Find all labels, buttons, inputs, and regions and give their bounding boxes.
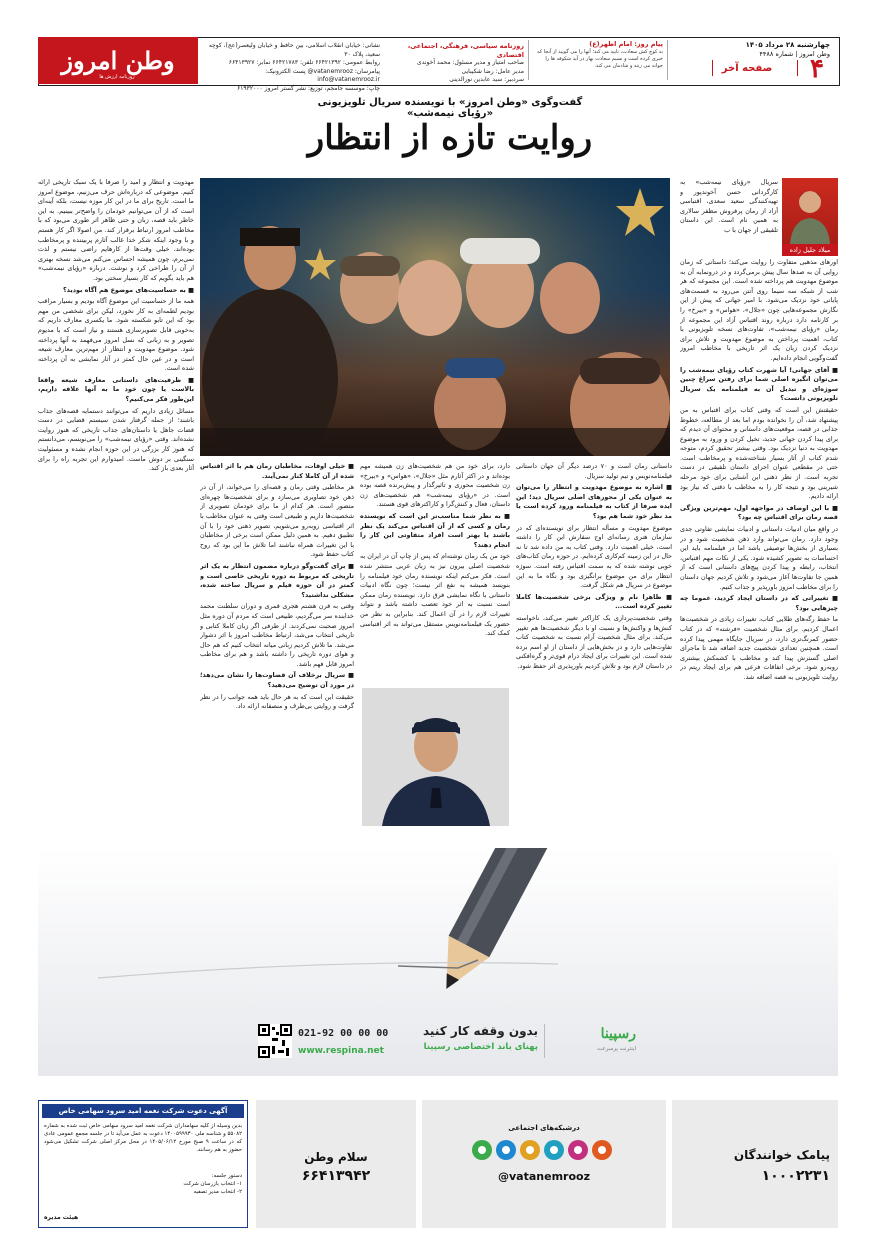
page-number: ۴ (810, 54, 824, 84)
question: ■ سریال برخلاف آن قضاوت‌ها را نشان می‌دهد؛ در مورد آن توضیح می‌دهید؟ (200, 671, 354, 690)
question: ■ به حساسیت‌های موضوع هم آگاه بودید؟ (62, 285, 194, 294)
masthead-date: چهارشنبه ۲۸ مرداد ۱۴۰۵ (745, 41, 830, 49)
contact-line: روابط عمومی: ۶۶۴۲۱۳۹۲ تلفن: ۶۶۴۲۱۷۸۳ نمابر: ۶۶۴۱۳۹۲۷ (228, 59, 380, 66)
respina-advertisement[interactable] (38, 848, 838, 1076)
agenda-line: دستور جلسه: (211, 1173, 242, 1179)
paper-info-line: سردبیر: سید عابدین نورالدینی (449, 76, 524, 83)
writer-portrait-photo (362, 688, 509, 826)
question: ■ با این اوصاف در مواجهه اول، مهم‌ترین ویژگی قصه رمان برای اقتباس چه بود؟ (680, 503, 838, 522)
social-handle[interactable]: @vatanemrooz (498, 1170, 590, 1183)
ad-headline: بدون وقفه کار کنید (422, 1024, 538, 1038)
paper-info-line: روزنامه سیاسی، فرهنگی، اجتماعی، اقتصادی (407, 42, 524, 59)
article-column-5 (38, 178, 194, 836)
ad-divider (544, 1024, 545, 1058)
author-name: میلاد جلیل زاده (782, 244, 838, 256)
paragraph: وقتی شخصیت‌پردازی یک کاراکتر تغییر می‌کند، ناخواسته کنش‌ها و واکنش‌ها و نسبت او با دیگر شخصیت‌ها هم تغییر می‌کند. برای مثال شخصیت آرام نسبت به شخصیت کتاب تفاوت‌هایی دارد و در بخش‌هایی از داستان از او اسم برده شده است. این تغییرات برای ایجاد درام قوی‌تر و گره‌افکنی در داستان لازم بود و تلاش کردیم باورپذیری اثر حفظ شود. (516, 613, 672, 670)
masthead-paper-info (384, 42, 524, 85)
qr-code-icon[interactable] (258, 1024, 292, 1058)
article-column-1 (680, 178, 778, 258)
paragraph: همه ما از حساسیت این موضوع آگاه بودیم و بسیار مراقب بودیم لطمه‌ای به کار نخورد، لیکن برای شخصی من مهم بود که این تابو شکسته شود. ما یکسری معارف داریم که به‌خوبی قابل تصویرسازی هستند و نیاز است که با مدیوم تصویر و به زبانی که نسل امروز می‌فهمد به آنها پرداخته شود. موضوع مهدویت و انتظار از مهم‌ترین معارف شیعه است و در عین حال کمتر در آثار نمایشی به آن پرداخته شده است. (38, 297, 194, 373)
ad-subline: پهنای باند اختصاصی رسپینا (423, 1042, 538, 1052)
paragraph: مهدویت و انتظار و امید را صرفا با یک سبک تاریخی ارائه کنیم. موضوعی که درباره‌اش حرف می‌زنیم، موضوع امروز ما است. تاریخ برای ما در این کار موزه نیست، بلکه آینه‌ای است که از آن می‌توانیم خودمان را واضح‌تر ببینیم. به این خاطر باید قصه، زبان و حتی ظاهر اثر طوری می‌بود که با مخاطب امروز ارتباط برقرار کند. من اصولا اگر کار هستم و با وجود اینکه شکر خدا غالب آثارم پربیننده و پرمخاطب بوده‌اند، خیلی وقت‌ها از کارهایم راضی نیستم و لذت نمی‌برم، چون همیشه احساس می‌کنم می‌شد نسخه بهتری از آن را طراحی کرد و نوشت. درباره «رؤیای نیمه‌شب» هم باید بگویم که کار بسیار سختی بود. (38, 178, 194, 282)
notice-title: آگهی دعوت شرکت نغمه امید سرود سهامی خاص (42, 1104, 244, 1118)
article-column-3 (360, 462, 510, 684)
social-icons (470, 1138, 620, 1162)
article-column-1b (680, 258, 838, 836)
question: ■ به نظر شما مناسب‌تر این است که نویسنده رمان و کسی که از آن اقتباس می‌کند یک نظر باشند یا بهتر است افراد متفاوتی این کار را انجام دهند؟ (360, 511, 510, 549)
paragraph: اورهای مذهبی متفاوت را روایت می‌کند؛ داستانی که زمان روایی آن به صدها سال پیش برمی‌گردد و در درونمایه آن به موضوع مهدویت هم پرداخته شده است. این مجموعه که هر شب از شبکه سه سیما روی آنتن می‌رود به قسمت‌های پایانی خود نزدیک می‌شود. با امیر جهانی که پیش از این نگارش مجموعه‌هایی چون «جلال»، «هواس» و «بیرخ» را بر کارنامه دارد درباره روند اقتباس آزاد این مجموعه از رمان «رؤیای نیمه‌شب»، تفاوت‌های نسخه تلویزیونی با کتاب، اهمیت پرداختن به موضوع مهدویت و تلاش برای نزدیک کردن زبان یک اثر تاریخی با مخاطب امروز گفت‌وگویی انجام داده‌ایم. (680, 258, 838, 362)
section-label: صفحه آخر (721, 63, 773, 74)
question: ■ اشاره به موضوع مهدویت و انتظار را می‌توان به عنوان یکی از محورهای اصلی سریال دید؛ این ایده صرفا از کتاب به فیلمنامه ورود کرده است یا مد نظر خود شما هم بود؟ (516, 483, 672, 520)
agenda-line: ۲- انتخاب مدیر تصفیه (193, 1189, 242, 1195)
paragraph: وقتی به قرن هشتم هجری قمری و دوران سلطنت محمد خدابنده سر می‌گردیم، طبیعی است که مردم آن دوره مثل امروز صحبت نمی‌کردند. از طرفی اگر زبان کاملا کتابی و تاریخی انتخاب می‌شد، ارتباط مخاطب امروز با اثر دشوار می‌شد. ما تلاش کردیم زبانی میانه انتخاب کنیم که هم حال و هوای دوره تاریخی را داشته باشد و هم برای مخاطب امروز قابل فهم باشد. (200, 602, 354, 668)
question: ■ برای گفت‌وگو درباره مضمون انتظار به یک اثر تاریخی که مربوط به دوره تاریخی خاصی است و کمتر در آن حوزه فیلم و سریال ساخته شده، مشکلی نداشتید؟ (200, 561, 354, 599)
sms-title: پیامک خوانندگان (733, 1148, 830, 1162)
paragraph: دارد، برای خود من هم شخصیت‌های زن همیشه مهم بوده‌اند و در اکثر آثارم مثل «جلال»، «هواس» و «بیرخ» زن شخصیت محوری و تاثیرگذار و پیش‌برنده قصه بوده است. در «رؤیای نیمه‌شب» هم شخصیت‌های زن داستان، فعال و کنش‌گرا و کاراکترهای قوی هستند. (360, 462, 510, 509)
footer-hello-box (256, 1100, 416, 1228)
contact-line: نشانی: خیابان انقلاب اسلامی، بین حافظ و خیابان ولیعصر(عج)، کوچه سعید، پلاک ۳۰ (208, 42, 380, 58)
paragraph: مسائل زیادی داریم که می‌توانند دستمایه قصه‌های جذاب باشند؛ از جمله گرفتار شدن سیستم قضایی در دست قضات جاهل یا داستان‌های جذاب تاریخی که هنوز روایت نشده‌اند. وقتی «رؤیای نیمه‌شب» را می‌نویسم، می‌دانستم که هنوز کار بزرگی در این حوزه انجام نشده و مسئولیت سنگینی بر دوش ماست. امیدوارم این تجربه راه را برای آثار بعدی باز کند. (38, 406, 194, 473)
paragraph: داستانی رمان است و ۷۰ درصد دیگر آن جهان داستانی فیلمنامه‌نویس و تیم تولید سریال. (516, 462, 672, 480)
footer-social-box (422, 1100, 666, 1228)
masthead-contact (204, 42, 380, 93)
article-column-2 (516, 462, 672, 836)
question: ■ تغییراتی که در داستان ایجاد کردید، عموما چه چیزهایی بود؟ (680, 594, 838, 612)
notice-text: بدین وسیله از کلیه سهامداران شرکت نغمه امید سرود سهامی خاص ثبت شده به شماره ۵۵۰۸۲ و شناسه ملی ۱۴۰۰۵۹۹۹۳۰ دعوت به عمل می‌آید تا در جلسه مجمع عمومی عادی که در ساعت ۹ صبح مورخ ۱۴۰۵/۰۶/۱۲ در محل مرکز اصلی شرکت تشکیل می‌شود حضور به هم رسانند. (44, 1123, 242, 1153)
footer-sms-box (672, 1100, 838, 1228)
paper-info-line: مدیر عامل: رضا شکیبایی (461, 67, 524, 75)
paragraph: موضوع مهدویت و مسأله انتظار برای نویسنده‌ای که در سازمان هنری رسانه‌ای اوج سفارش این کار را داشته است، خیلی اهمیت دارد. وقتی کتاب به من داده شد تا نه حال در این زمینه کم‌کاری کرده‌ایم. در حوزه رمان کتاب‌های خوبی نوشته شده که به سمت اقتباس رفته است. سوژه انتظار برای من موضوع برانگیزی بود و نگاه ما به این موضوع در سریال هم شکل گرفت. (516, 523, 672, 590)
social-title: درشبکه‌های اجتماعی (508, 1124, 580, 1132)
question: ■ ظاهرا نام و ویژگی برخی شخصیت‌ها کاملا تغییر کرده است... (516, 592, 672, 611)
contact-line: چاپ: موسسه جامجم، توزیع: نشر گستر امروز ۶۱۹۳۲۰۰۰ (236, 84, 380, 92)
hello-number[interactable]: ۶۶۴۱۳۹۴۲ (301, 1168, 371, 1184)
article-kicker: گفت‌وگوی «وطن امروز» با نویسنده سریال تلویزیونی «رؤیای نیمه‌شب» (317, 97, 583, 119)
sms-number[interactable]: ۱۰۰۰۲۲۳۱ (761, 1168, 830, 1184)
paragraph: ما حفظ رگه‌های طلایی کتاب، تغییرات زیادی در شخصیت‌ها اعمال کردیم. برای مثال شخصیت «فرشته» که در کتاب حضور کمرنگ‌تری دارد، در سریال جایگاه مهمی پیدا کرده است. همچنین تعدادی شخصیت جدید اضافه شد تا ماجرای اصلی گسترش پیدا کند و مخاطب با کشمکش بیشتری روبه‌رو شود. برخی اتفاقات فرعی هم برای ایجاد ریتم در روایت تلویزیونی به قصه اضافه شد. (680, 615, 838, 681)
ad-website-link[interactable]: www.respina.net (298, 1046, 384, 1056)
ad-brand-sub: اینترنت پرسرعت (597, 1046, 636, 1052)
contact-line: پیامرسان: vatanemrooz@ پست الکترونیک: info@vatanemrooz.ir (265, 67, 380, 83)
promo-text: به کوچ کش سعادت، تایید می کند؛ آنها را می گویید از آنجا که خبری کرده است و نسیم سعادت بهار در آید شکوفه ها را جوانه می زنند و شادمان می کند. (537, 49, 663, 69)
ad-brand-logo: رسپینا (600, 1026, 636, 1042)
author-photo (782, 178, 838, 244)
notice-box (38, 1100, 248, 1228)
notice-agenda (44, 1172, 242, 1196)
article-column-4 (200, 462, 354, 836)
article-headline: روایت تازه از انتظار (307, 118, 593, 158)
question: ■ آقای جهانی! آیا شهرت کتاب رؤیای نیمه‌شب را می‌توان انگیزه اصلی شما برای رفتن سراغ چنین سوژه‌ای و تبدیل آن به فیلمنامه یک سریال تلویزیونی دانست؟ (680, 365, 838, 403)
hello-title: سلام وطن (304, 1150, 368, 1164)
paragraph: در واقع میان ادبیات داستانی و ادبیات نمایشی تفاوتی جدی وجود دارد. رمان می‌تواند وارد ذهن شخصیت شود و در بسیاری از بخش‌ها توصیفی باشد اما در فیلمنامه باید این احساسات به تصویر کشیده شود. یکی از نکات مهم اقتباس، انتخاب، رابطه و پیدا کردن پیچ‌های داستانی است که از همین جا تفاوت‌ها آغاز می‌شود و تلاش کردیم جهان داستان را برای مخاطب امروز باورپذیر و جذاب کنیم. (680, 525, 838, 591)
agenda-line: ۱- انتخاب بازرسان شرکت (183, 1181, 242, 1187)
paragraph: هر مخاطبی وقتی رمان و قصه‌ای را می‌خواند، از آن در ذهن خود تصاویری می‌سازد و برای شخصیت‌ها چهره‌ای متصور است. هر کدام از ما برای خودمان تصویری از شخصیت‌ها داریم و طبیعی است وقتی به عنوان مخاطب با اثر اقتباسی روبه‌رو می‌شویم، تصویر ذهنی خود را با آن تطبیق دهیم. به همین دلیل ممکن است برخی از مخاطبان با این تغییرات همراه نباشند اما تلاش ما این بود که روح کتاب حفظ شود. (200, 483, 354, 559)
paragraph: حقیقتش این است که وقتی کتاب برای اقتباس به من پیشنهاد شد، آن را نخوانده بودم اما بعد از مطالعه، خطوط جذابی در قصه، موقعیت‌های داستانی و محتوای آن دیدم که برای پیدا کردن جهانی جدید، تخیل کردن و ورود به موضوع مهدویت به دنیا نزدیک بود. وقتی بیشتر تحقیق کردم، متوجه شدم کتاب از آثار بسیار شناخته‌شده و پرمخاطب است. حتی در مقطعی عنوان اجرای داستان تلفیقی در دست تجربه است. از نظر ذهنی این آشنایی برای خود مرحله شیرینی بود و نتیجه کار را به مخاطب با دقتی که نیاز بود ارائه دادیم. (680, 405, 838, 501)
ad-phone[interactable]: 021-92 00 00 00 (298, 1028, 389, 1039)
paper-info-line: صاحب امتیاز و مدیر مسئول: محمد آخوندی (417, 59, 524, 66)
masthead-issue: وطن امروز | شماره ۴۴۸۸ (759, 50, 830, 58)
paragraph: حقیقت این است که به هر حال باید همه جوانب را در نظر گرفت و روایتی بی‌طرف و منصفانه ارائه داد. (200, 692, 354, 711)
question: ■ ظرفیت‌های داستانی معارف شیعه واقعا بالاست یا چون خود ما به آنها علاقه داریم، این‌طور فکر می‌کنیم؟ (38, 375, 194, 404)
paragraph: خود من یک رمان نوشته‌ام که پس از چاپ آن در ایران به شخصیت اصلی بیرون نیز به زبان عربی منتشر شده است. فکر می‌کنم اینکه نویسنده رمان خود فیلمنامه را بنویسد همیشه به نفع اثر نیست؛ چون نگاه ادبیات داستانی با نگاه نمایشی فرق دارد. نویسنده رمان ممکن است نسبت به اثر خود تعصب داشته باشد و نتواند تغییرات لازم را در آن اعمال کند. بنابراین به نظر من حضور یک فیلمنامه‌نویس مستقل می‌تواند به اثر اقتباسی کمک کند. (360, 552, 510, 638)
section-bracket-icon (712, 60, 798, 76)
paragraph: سریال «رؤیای نیمه‌شب» به کارگردانی حسن آخوندپور و تهیه‌کنندگی سعید سعدی، اقتباسی آزاد از رمان پرفروش مظفر سالاری به همین نام است. این داستان تلفیقی از جهان با ب (680, 178, 778, 234)
question: ■ خیلی اوقات، مخاطبان رمان هم با اثر اقتباس شده از آن کاملا کنار نمی‌آیند. (200, 462, 354, 480)
promo-title: پیام روز: امام اظهر(ع) (589, 40, 663, 48)
notice-sign: هیئت مدیره (44, 1214, 79, 1221)
series-cast-photo (200, 178, 670, 456)
masthead-logo-sub: روزنامه ارزش ها (99, 74, 135, 80)
masthead-promo-box (528, 40, 668, 80)
masthead-logo: وطن امروز (38, 37, 198, 84)
